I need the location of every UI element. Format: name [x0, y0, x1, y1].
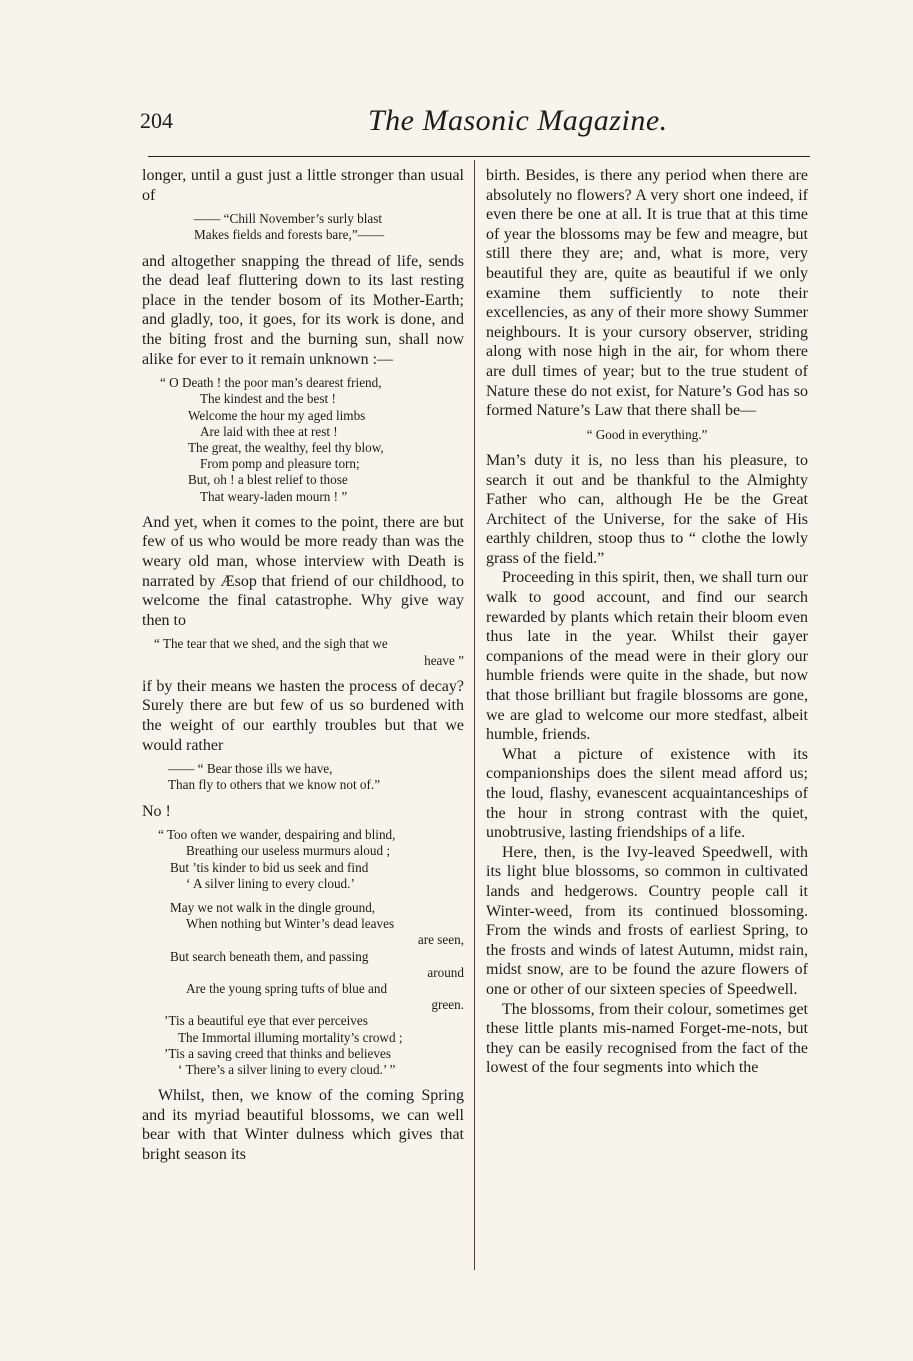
verse-line: “ The tear that we shed, and the sigh that we: [154, 636, 388, 652]
verse-line: When nothing but Winter’s dead leaves: [186, 916, 395, 932]
paragraph-no: No !: [142, 802, 171, 820]
verse-line: are seen,: [417, 932, 464, 948]
quote-good-in-everything: [486, 427, 808, 443]
verse-line: Welcome the hour my aged limbs: [188, 407, 366, 423]
page-number: 204: [140, 108, 173, 133]
verse-line: That weary-laden mourn ! ”: [200, 488, 348, 504]
paragraph: if by their means we hasten the process of decay? Surely there are but few of us so burdened with the weight of our earthly troubles but that we would rather: [142, 677, 464, 754]
page-header: [140, 104, 810, 144]
verse-line: But search beneath them, and passing: [170, 948, 369, 964]
verse-line: ’Tis a saving creed that thinks and believes: [164, 1045, 391, 1061]
poem-o-death: [142, 375, 464, 505]
paragraph: What a picture of existence with its companionships does the silent mead afford us; the loud, flashy, evanescent acquaintanceships of the hour in strong contrast with the quiet, unobtrusive, lasting friendships of a life.: [486, 745, 808, 842]
verse-line: ‘ There’s a silver lining to every cloud.’ ”: [178, 1061, 396, 1077]
verse-line: ‘ A silver lining to every cloud.’: [186, 875, 355, 891]
verse-line: Are laid with thee at rest !: [200, 423, 338, 439]
verse-line: The kindest and the best !: [200, 391, 336, 407]
right-column: [486, 166, 808, 1078]
verse-line: The great, the wealthy, feel thy blow,: [188, 439, 384, 455]
verse-line: The Immortal illuming mortality’s crowd ;: [178, 1029, 403, 1045]
paragraph: Whilst, then, we know of the coming Spring and its myriad beautiful blossoms, we can well bear with that Winter dulness which gives that bright season its: [142, 1087, 464, 1163]
verse-line: ’Tis a beautiful eye that ever perceives: [164, 1013, 368, 1029]
verse-line: “ Good in everything.”: [586, 426, 708, 442]
verse-line: “ O Death ! the poor man’s dearest friend,: [160, 375, 382, 391]
verse-line: From pomp and pleasure torn;: [200, 456, 360, 472]
verse-line: —— “ Bear those ills we have,: [168, 761, 333, 777]
verse-line: May we not walk in the dingle ground,: [170, 899, 376, 915]
quote-chill-november: [142, 211, 464, 243]
paragraph: and altogether snapping the thread of life, sends the dead leaf fluttering down to its last resting place in the tender bosom of its Mother-Earth; and gladly, too, it goes, for its work is done, and the biting frost and the burning sun, shall now alike for ever to it remain unknown :—: [142, 252, 464, 368]
verse-line: Breathing our useless murmurs aloud ;: [186, 843, 391, 859]
verse-line: Are the young spring tufts of blue and: [186, 980, 388, 996]
paragraph: The blossoms, from their colour, sometimes get these little plants mis-named Forget-me-nots, but they can be easily recognised from the fact of the lowest of the four segments into which the: [486, 1000, 808, 1077]
left-column: [142, 166, 464, 1165]
magazine-title: The Masonic Magazine.: [368, 104, 668, 137]
verse-line: heave ”: [424, 652, 464, 668]
verse-line: “ Too often we wander, despairing and blind,: [158, 827, 396, 843]
quote-bear-those-ills: [142, 761, 464, 793]
paragraph: Proceeding in this spirit, then, we shall turn our walk to good account, and find our search rewarded by plants which retain their bloom even thus late in the year. Whilst their gayer companions of the mead were in their glory our humble friends were quite in the shade, but now that those brilliant but fragile blossoms are gone, we are glad to welcome our more stedfast, albeit humble, friends.: [486, 569, 808, 744]
paragraph: Here, then, is the Ivy-leaved Speedwell, with its light blue blossoms, so common in cultivated lands and hedgerows. Country people call it Winter-weed, from its continued blossoming. From the winds and frosts of earliest Spring, to the frosts and winds of latest Autumn, midst rain, midst snow, are to be found the azure flowers of one or other of our sixteen species of Speedwell.: [486, 843, 808, 998]
verse-line: Makes fields and forests bare,”——: [194, 227, 385, 243]
verse-line: green.: [431, 997, 464, 1013]
poem-silver-lining: [142, 827, 464, 1078]
quote-tear-we-shed: [142, 636, 464, 668]
paragraph: longer, until a gust just a little stronger than usual of: [142, 167, 464, 204]
paragraph: And yet, when it comes to the point, there are but few of us who would be more ready than was the weary old man, whose interview with Death is narrated by Æsop that friend of our childhood, to welcome the final catastrophe. Why give way then to: [142, 513, 464, 629]
verse-line: But, oh ! a blest relief to those: [188, 472, 348, 488]
verse-line: —— “Chill November’s surly blast: [194, 211, 383, 227]
verse-line: around: [427, 964, 464, 980]
paragraph: Man’s duty it is, no less than his pleasure, to search it out and be thankful to the Almighty Father who can, although He be the Great Architect of the Universe, for the sake of His earthly children, stoop thus to “ clothe the lowly grass of the field.”: [486, 451, 808, 567]
verse-line: But ’tis kinder to bid us seek and find: [170, 859, 369, 875]
header-rule: [148, 156, 810, 157]
column-divider: [474, 160, 475, 1270]
verse-line: Than fly to others that we know not of.”: [168, 777, 381, 793]
paragraph: birth. Besides, is there any period when there are absolutely no flowers? A very short one indeed, if even there be one at all. It is true that at this time of year the blossoms may be few and meagre, but still there they are; and, what is more, very beautiful they are, quite as beautiful if we only examine them sufficiently to note their excellencies, as any of their more showy Summer neighbours. It is your cursory observer, striding along with nose high in the air, for whom there are dull times of year; but to the true student of Nature these do not exist, for Nature’s God has so formed Nature’s Law that there shall be—: [486, 167, 808, 420]
